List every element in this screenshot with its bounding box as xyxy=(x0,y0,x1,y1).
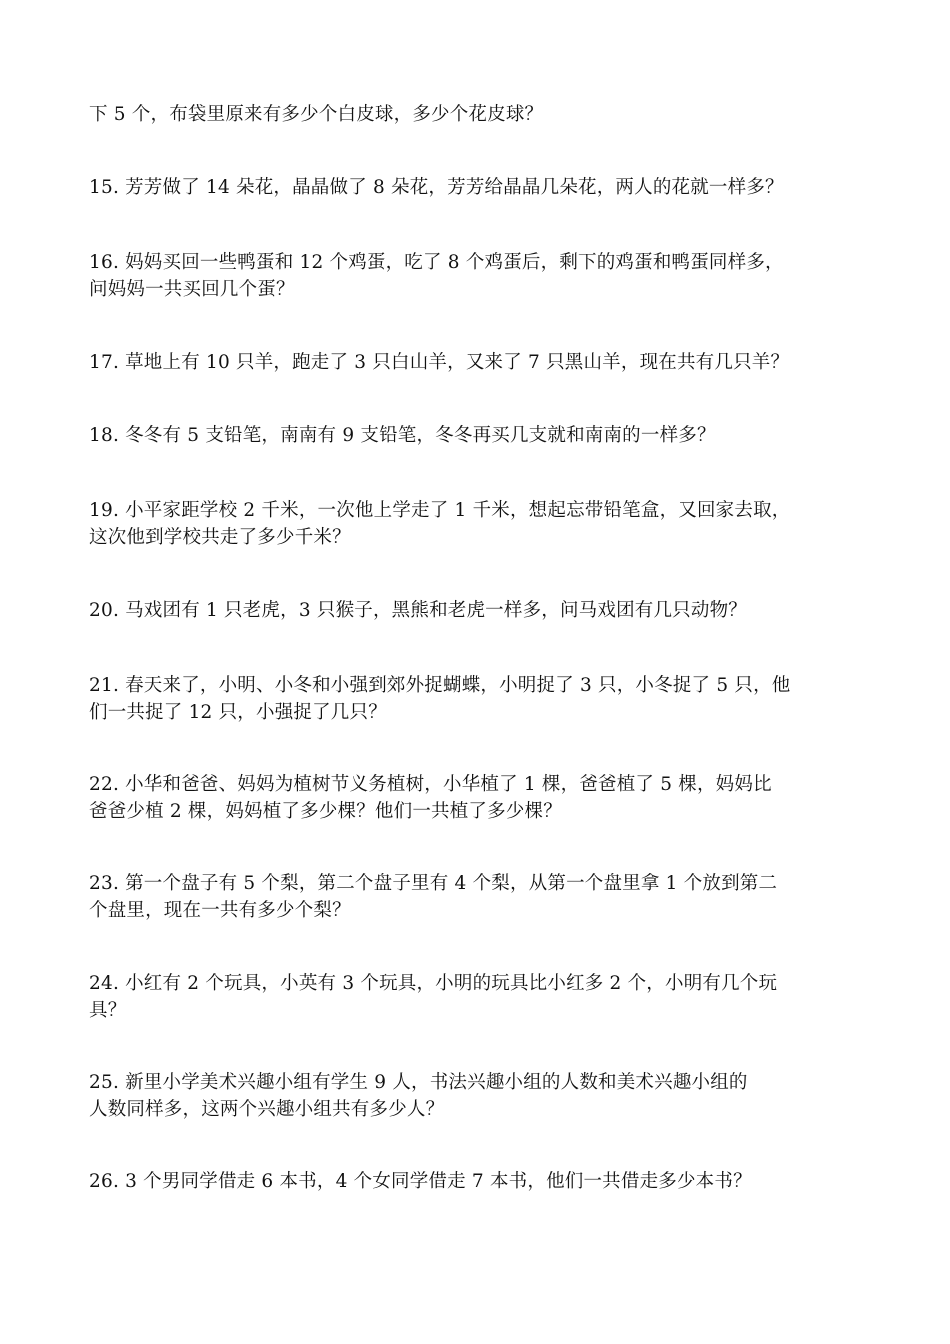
problem-24 xyxy=(89,970,879,1024)
problem-line: 问妈妈一共买回几个蛋？ xyxy=(89,279,295,300)
problem-26 xyxy=(89,1168,879,1195)
problem-line: 个盘里，现在一共有多少个梨？ xyxy=(89,900,351,921)
problem-16 xyxy=(89,249,879,303)
problem-line: 22. 小华和爸爸、妈妈为植树节义务植树，小华植了 1 棵，爸爸植了 5 棵，妈妈比 xyxy=(89,774,772,795)
problem-20 xyxy=(89,597,879,624)
problem-line: 具？ xyxy=(89,1000,127,1021)
problem-line: 下 5 个，布袋里原来有多少个白皮球，多少个花皮球？ xyxy=(89,104,544,125)
problem-14-continuation xyxy=(89,101,879,128)
problem-line: 23. 第一个盘子有 5 个梨，第二个盘子里有 4 个梨，从第一个盘里拿 1 个放到第二 xyxy=(89,873,778,894)
problem-line: 16. 妈妈买回一些鸭蛋和 12 个鸡蛋，吃了 8 个鸡蛋后，剩下的鸡蛋和鸭蛋同样多， xyxy=(89,252,784,273)
problem-line: 们一共捉了 12 只，小强捉了几只？ xyxy=(89,702,387,723)
problem-15 xyxy=(89,174,879,201)
problem-23 xyxy=(89,870,879,924)
problem-line: 18. 冬冬有 5 支铅笔，南南有 9 支铅笔，冬冬再买几支就和南南的一样多？ xyxy=(89,425,716,446)
problem-17 xyxy=(89,349,879,376)
problem-line: 25. 新里小学美术兴趣小组有学生 9 人，书法兴趣小组的人数和美术兴趣小组的 xyxy=(89,1072,748,1093)
problem-22 xyxy=(89,771,879,825)
problem-line: 这次他到学校共走了多少千米？ xyxy=(89,527,351,548)
problem-line: 人数同样多，这两个兴趣小组共有多少人？ xyxy=(89,1099,445,1120)
problem-line: 爸爸少植 2 棵，妈妈植了多少棵？他们一共植了多少棵？ xyxy=(89,801,562,822)
problem-line: 15. 芳芳做了 14 朵花，晶晶做了 8 朵花，芳芳给晶晶几朵花，两人的花就一样多？ xyxy=(89,177,784,198)
problem-line: 20. 马戏团有 1 只老虎，3 只猴子，黑熊和老虎一样多，问马戏团有几只动物？ xyxy=(89,600,747,621)
problem-line: 24. 小红有 2 个玩具，小英有 3 个玩具，小明的玩具比小红多 2 个，小明有几个玩 xyxy=(89,973,778,994)
problem-21 xyxy=(89,672,879,726)
problem-line: 21. 春天来了，小明、小冬和小强到郊外捉蝴蝶，小明捉了 3 只，小冬捉了 5 只，他 xyxy=(89,675,791,696)
problem-25 xyxy=(89,1069,879,1123)
problem-19 xyxy=(89,497,879,551)
problem-18 xyxy=(89,422,879,449)
problem-line: 17. 草地上有 10 只羊，跑走了 3 只白山羊，又来了 7 只黑山羊，现在共有几只羊？ xyxy=(89,352,790,373)
problem-line: 26. 3 个男同学借走 6 本书，4 个女同学借走 7 本书，他们一共借走多少本书？ xyxy=(89,1171,752,1192)
problem-line: 19. 小平家距学校 2 千米，一次他上学走了 1 千米，想起忘带铅笔盒，又回家去取， xyxy=(89,500,791,521)
